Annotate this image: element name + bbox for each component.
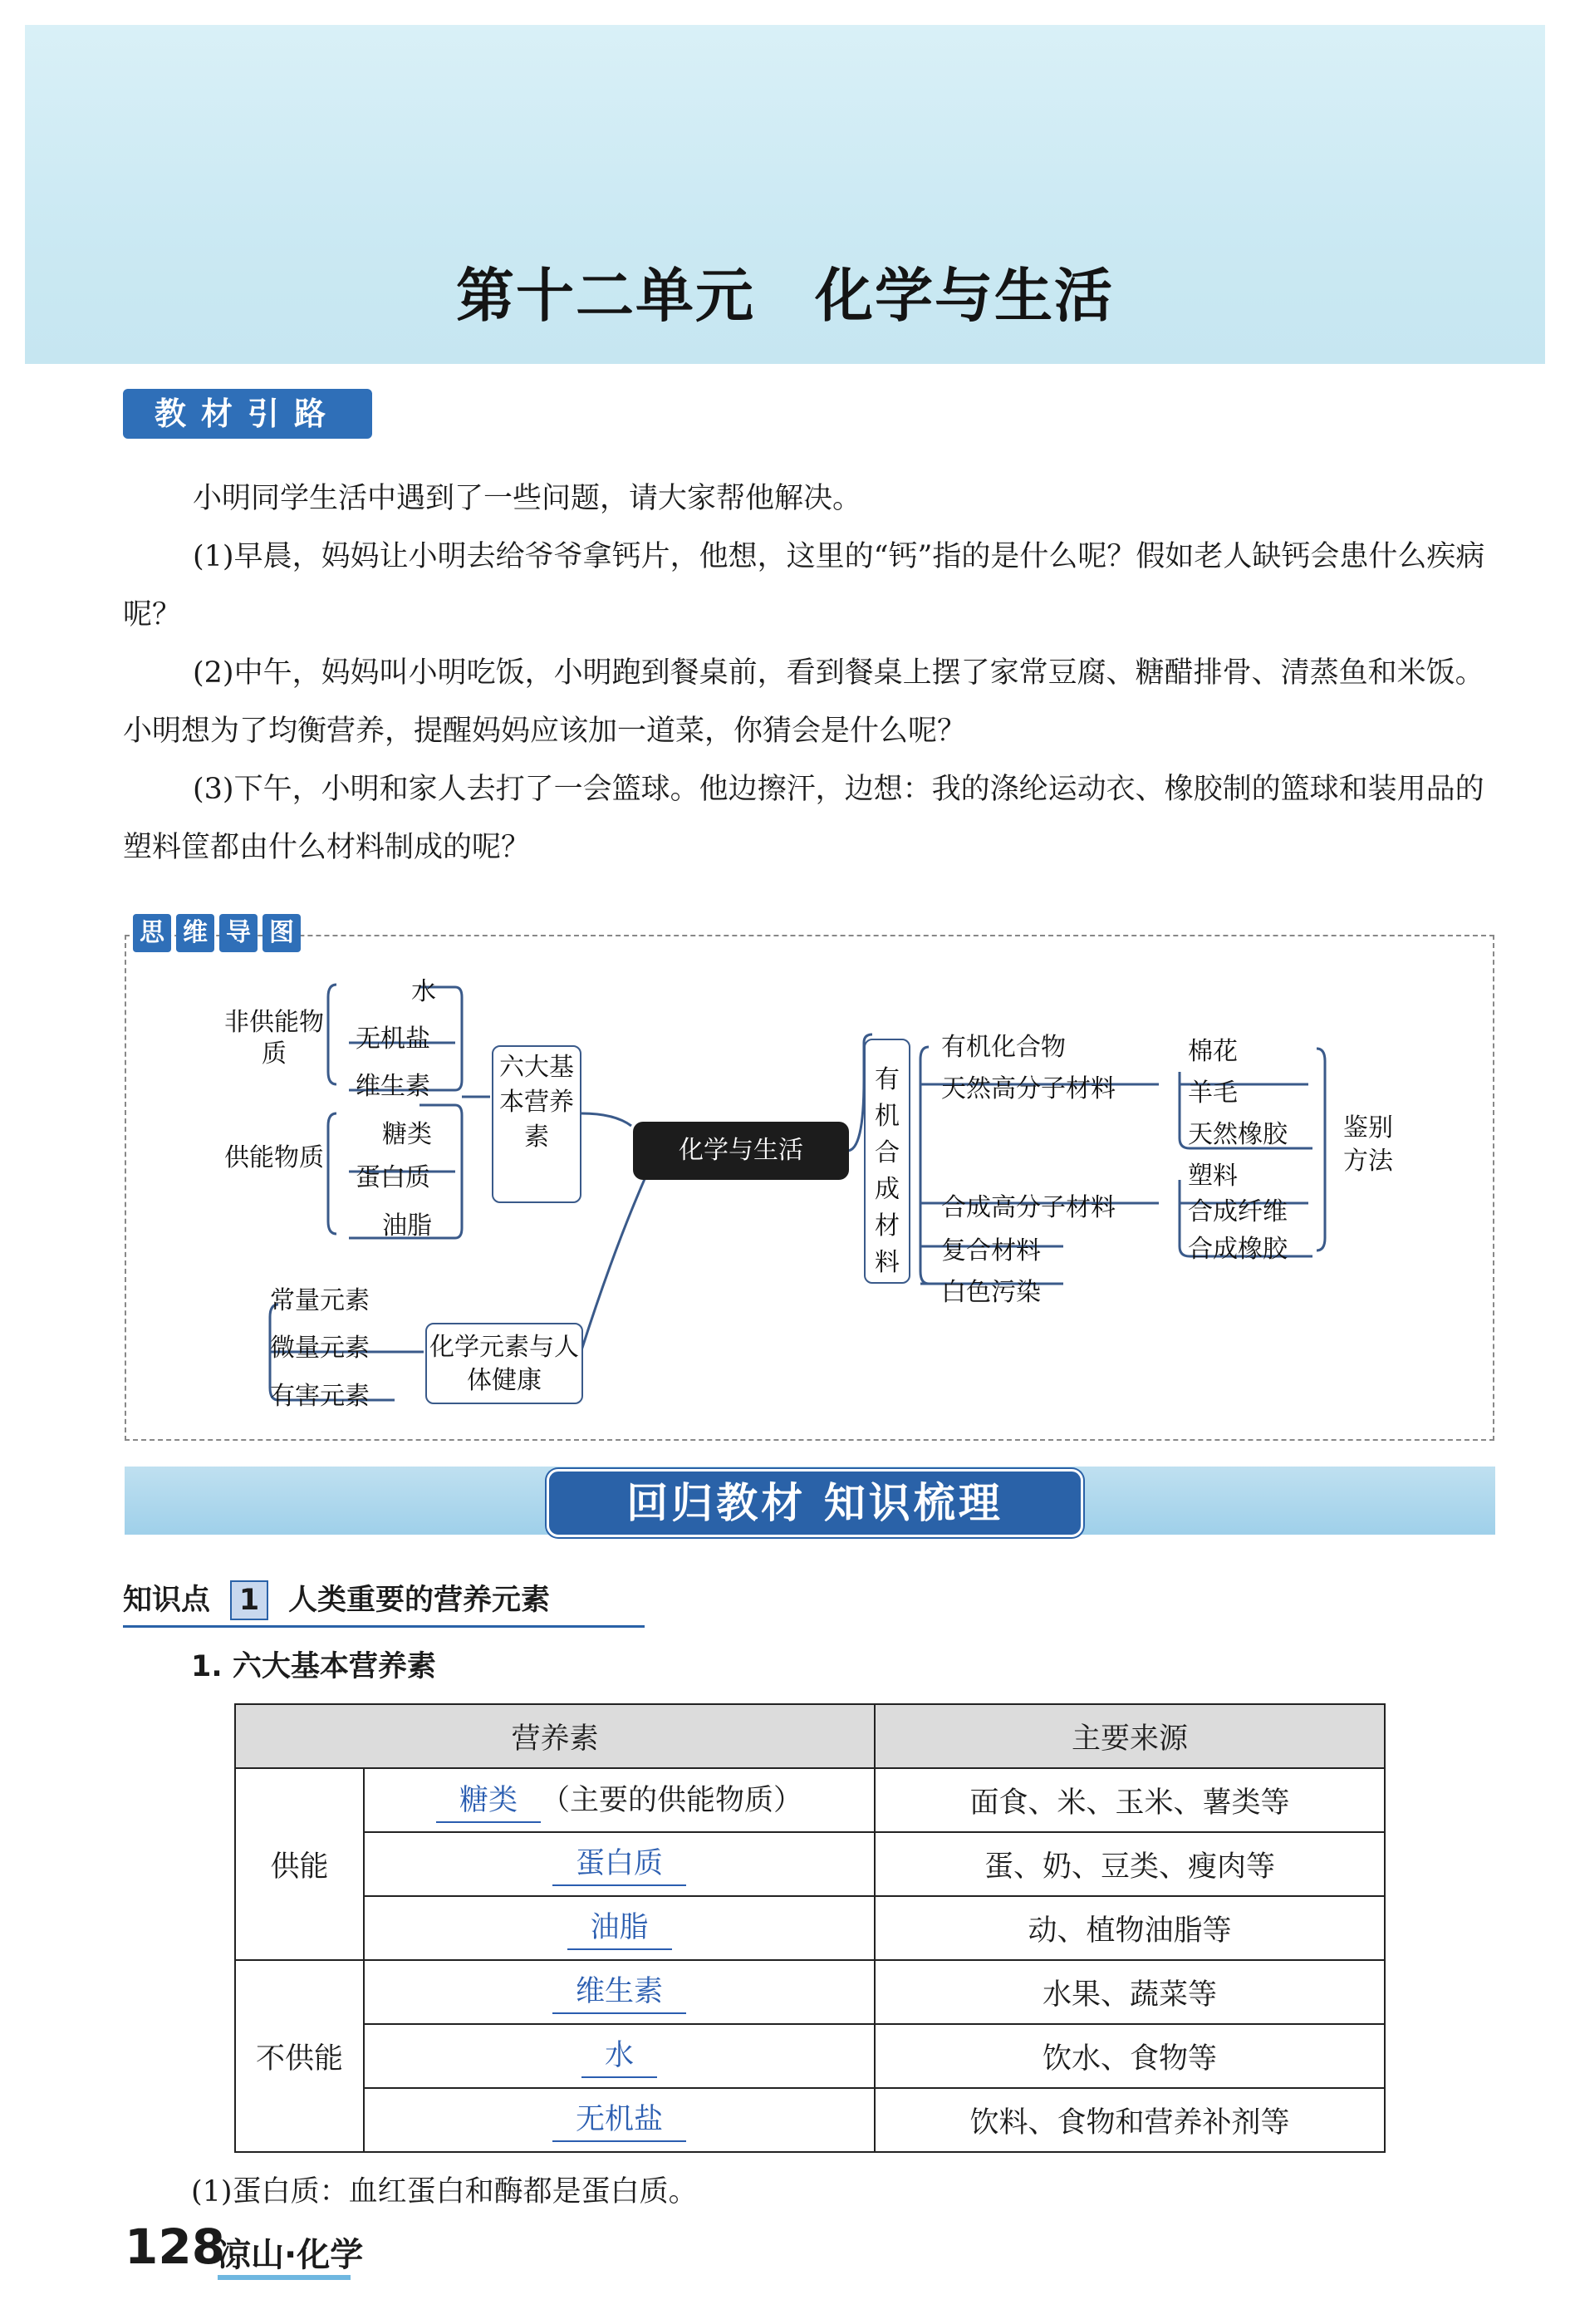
footer-underline	[218, 2275, 351, 2280]
table-cell-source: 饮水、食物等	[875, 2024, 1385, 2088]
table-cell-nutrient	[364, 1896, 875, 1960]
fill-answer: 无机盐	[552, 2099, 686, 2142]
section-title: 回归教材 知识梳理	[547, 1469, 1083, 1537]
table-group-nonenergy: 不供能	[235, 1960, 364, 2152]
mm-wool: 羊毛	[1188, 1078, 1238, 1108]
kp-number: 1	[230, 1580, 268, 1620]
mm-six-nutrients: 六大基本营养素	[492, 1045, 581, 1203]
intro-lead: 小明同学生活中遇到了一些问题，请大家帮他解决。	[193, 482, 862, 515]
mm-cotton: 棉花	[1188, 1037, 1238, 1066]
note-protein: (1)蛋白质：血红蛋白和酶都是蛋白质。	[191, 2175, 698, 2209]
intro-q1: (1)早晨，妈妈让小明去给爷爷拿钙片，他想，这里的“钙”指的是什么呢？假如老人缺钙会患什么疾病呢？	[123, 540, 1485, 631]
table-cell-nutrient	[364, 1768, 875, 1832]
fill-answer: 油脂	[567, 1907, 672, 1950]
page-number: 128	[125, 2218, 226, 2275]
fill-answer: 维生素	[552, 1971, 686, 2014]
table-row	[235, 1832, 1385, 1896]
table-cell-source: 饮料、食物和营养补剂等	[875, 2088, 1385, 2152]
mm-energy: 供能物质	[224, 1143, 324, 1172]
table-row	[235, 2088, 1385, 2152]
mindmap-tag-char: 维	[176, 914, 214, 952]
mm-organic: 有机合成材料	[864, 1039, 910, 1284]
mm-plastic: 塑料	[1188, 1162, 1238, 1191]
mm-harmful: 有害元素	[270, 1382, 370, 1411]
table-cell-source: 面食、米、玉米、薯类等	[875, 1768, 1385, 1832]
table-row	[235, 1768, 1385, 1832]
table-row	[235, 1896, 1385, 1960]
mm-water: 水	[411, 977, 436, 1006]
mm-micro: 微量元素	[270, 1334, 370, 1363]
unit-title: 第十二单元 化学与生活	[456, 261, 1114, 330]
mm-synthetic-fiber: 合成纤维	[1188, 1197, 1288, 1226]
table-cell-nutrient	[364, 2088, 875, 2152]
mm-natural-polymer: 天然高分子材料	[941, 1074, 1116, 1103]
table-group-energy: 供能	[235, 1768, 364, 1960]
mm-protein: 蛋白质	[356, 1163, 430, 1192]
mm-chem-health: 化学元素与人体健康	[425, 1323, 583, 1404]
intro-q3: (3)下午，小明和家人去打了一会篮球。他边擦汗，边想：我的涤纶运动衣、橡胶制的篮球和装用品的塑料筐都由什么材料制成的呢？	[123, 773, 1484, 864]
mm-organic-compound: 有机化合物	[941, 1033, 1066, 1062]
mm-sugar: 糖类	[382, 1120, 432, 1149]
mm-synthetic-rubber: 合成橡胶	[1188, 1235, 1288, 1264]
mm-natural-rubber: 天然橡胶	[1188, 1120, 1288, 1149]
table-cell-source: 水果、蔬菜等	[875, 1960, 1385, 2024]
table-cell-nutrient	[364, 2024, 875, 2088]
nutrient-note: （主要的供能物质）	[541, 1784, 803, 1817]
mm-fat: 油脂	[382, 1211, 432, 1241]
table-header-row	[235, 1704, 1385, 1768]
kp-label: 知识点	[123, 1584, 211, 1617]
subheading-six-nutrients: 1. 六大基本营养素	[191, 1650, 436, 1683]
fill-answer: 蛋白质	[552, 1843, 686, 1886]
mm-salt: 无机盐	[356, 1024, 430, 1054]
kp-underline	[123, 1625, 645, 1628]
nutrient-table	[234, 1703, 1386, 2153]
table-row	[235, 1960, 1385, 2024]
kp-title: 人类重要的营养元素	[288, 1584, 551, 1617]
mm-composite: 复合材料	[941, 1236, 1041, 1265]
table-header-source: 主要来源	[875, 1704, 1385, 1768]
table-cell-nutrient	[364, 1960, 875, 2024]
mindmap-tag-char: 导	[219, 914, 258, 952]
mm-center: 化学与生活	[633, 1122, 849, 1180]
intro-tag: 教材引路	[123, 389, 372, 439]
mm-non-energy: 非供能物质	[224, 1008, 324, 1069]
mindmap-tag-char: 思	[133, 914, 171, 952]
mm-identify: 鉴别方法	[1343, 1113, 1393, 1176]
table-header-nutrient: 营养素	[235, 1704, 875, 1768]
mm-vitamin: 维生素	[356, 1072, 430, 1101]
table-cell-nutrient	[364, 1832, 875, 1896]
mm-synthetic-polymer: 合成高分子材料	[941, 1193, 1116, 1222]
table-cell-source: 蛋、奶、豆类、瘦肉等	[875, 1832, 1385, 1896]
mm-white-pollution: 白色污染	[941, 1278, 1041, 1307]
fill-answer: 糖类	[436, 1780, 541, 1823]
knowledge-point-heading	[123, 1577, 550, 1620]
footer-text: 凉山·化学	[218, 2236, 364, 2274]
table-cell-source: 动、植物油脂等	[875, 1896, 1385, 1960]
mindmap-tag-char: 图	[262, 914, 301, 952]
table-row	[235, 2024, 1385, 2088]
mm-macro: 常量元素	[270, 1286, 370, 1315]
fill-answer: 水	[581, 2035, 657, 2078]
intro-q2: (2)中午，妈妈叫小明吃饭，小明跑到餐桌前，看到餐桌上摆了家常豆腐、糖醋排骨、清蒸鱼和米饭。小明想为了均衡营养，提醒妈妈应该加一道菜，你猜会是什么呢？	[123, 656, 1484, 748]
